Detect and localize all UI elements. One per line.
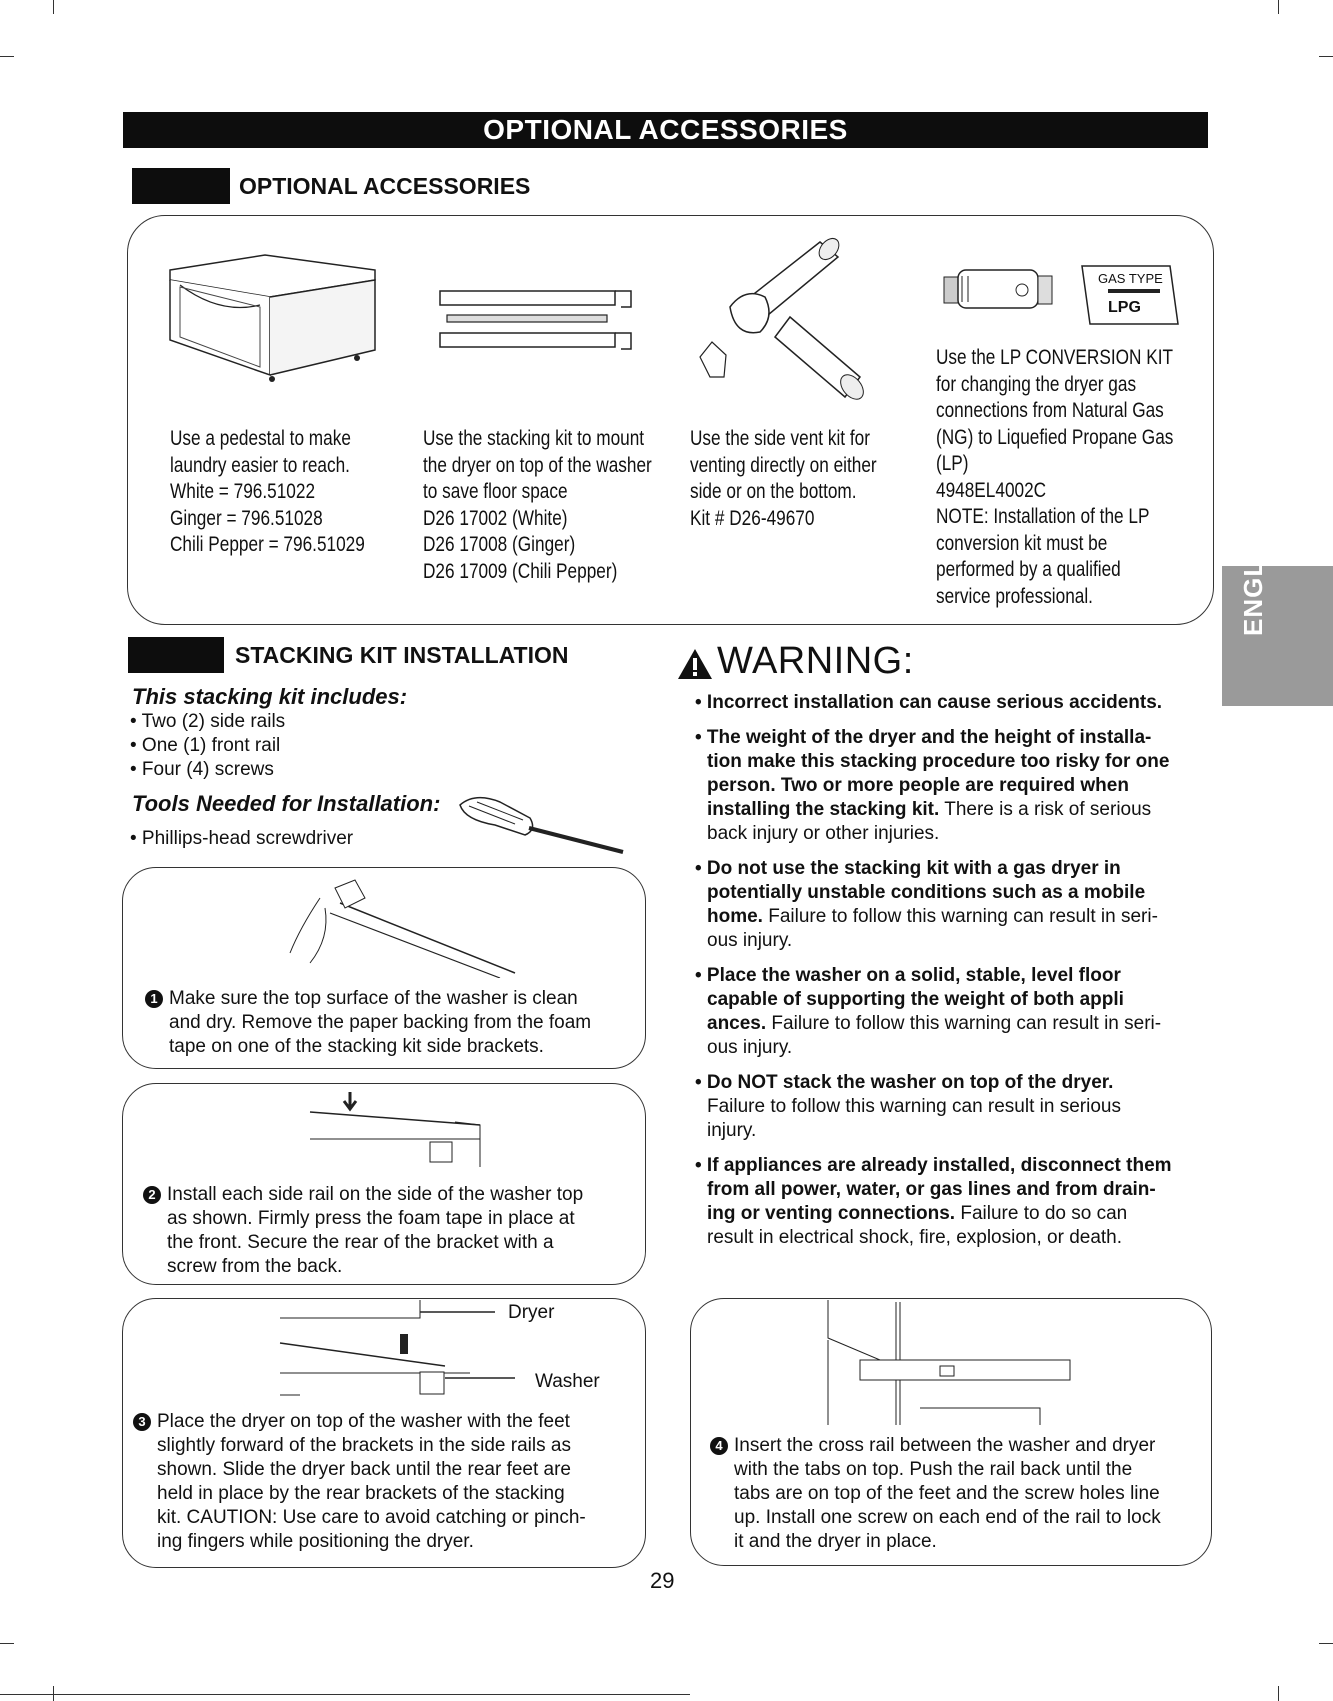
- kit-includes-heading: This stacking kit includes:: [132, 684, 408, 709]
- warning-bold-text: • Incorrect installation can cause serious accidents.: [695, 692, 1163, 713]
- warning-title: WARNING:: [717, 640, 914, 682]
- step-line: as shown. Firmly press the foam tape in place at: [167, 1208, 575, 1229]
- step-line: ing fingers while positioning the dryer.: [157, 1531, 474, 1552]
- step-4-illustration: [820, 1300, 1080, 1425]
- warning-bold-text: • Do NOT stack the washer on top of the dryer.: [695, 1072, 1114, 1093]
- warning-item: [695, 857, 1215, 953]
- warning-line: [695, 750, 1215, 774]
- warning-item: [695, 1071, 1215, 1143]
- warning-bold-text: from all power, water, or gas lines and from drain-: [707, 1179, 1156, 1200]
- step-line: up. Install one screw on each end of the rail to lock: [734, 1507, 1161, 1528]
- step-line-text: Make sure the top surface of the washer is clean: [169, 988, 578, 1009]
- accessory-line: NOTE: Installation of the LP: [936, 505, 1150, 528]
- step-line-text: Install each side rail on the side of the washer top: [167, 1184, 584, 1205]
- accessory-pedestal-text: [170, 426, 365, 559]
- step-1-text: [145, 987, 591, 1059]
- accessory-line: service professional.: [936, 584, 1093, 608]
- step-3-dryer-label: Dryer: [508, 1302, 555, 1323]
- accessory-line: Use the stacking kit to mount: [423, 427, 645, 450]
- warning-bold-text: ing or venting connections.: [707, 1203, 956, 1224]
- accessory-line: side or on the bottom.: [690, 480, 857, 503]
- step-line: shown. Slide the dryer back until the rear feet are: [157, 1459, 572, 1480]
- step-line: the front. Secure the rear of the bracket with a: [167, 1232, 554, 1253]
- accessory-lp-kit-text: [936, 345, 1173, 610]
- warning-bold-text: ances.: [707, 1013, 767, 1034]
- step-line: with the tabs on top. Push the rail back until the: [734, 1459, 1133, 1480]
- step-3-illustration: [270, 1298, 540, 1408]
- step-line: [710, 1434, 1161, 1458]
- warning-triangle-icon: [676, 647, 714, 681]
- crop-mark: [0, 56, 14, 57]
- section-heading-stacking: STACKING KIT INSTALLATION: [235, 642, 569, 668]
- accessory-line: 4948EL4002C: [936, 478, 1047, 502]
- step-4-text: [710, 1434, 1161, 1554]
- step-line: kit. CAUTION: Use care to avoid catching or pinch-: [157, 1507, 586, 1528]
- warning-line: [695, 1178, 1215, 1202]
- step-number: 2: [143, 1186, 161, 1204]
- crop-mark: [53, 0, 54, 14]
- warning-bold-text: • If appliances are already installed, disconnect them: [695, 1155, 1172, 1176]
- accessory-line: Use a pedestal to make: [170, 427, 351, 450]
- warning-item: [695, 726, 1215, 846]
- accessory-line: Use the side vent kit for: [690, 427, 870, 450]
- warning-normal-text: There is a risk of serious: [939, 799, 1152, 820]
- list-item: • One (1) front rail: [130, 735, 281, 756]
- step-1-illustration: [280, 868, 530, 978]
- warning-bold-text: • Do not use the stacking kit with a gas dryer in: [695, 858, 1121, 879]
- warning-normal-text: Failure to follow this warning can result in seri-: [766, 1013, 1162, 1034]
- warning-line: ous injury.: [707, 930, 793, 951]
- step-line-text: Insert the cross rail between the washer and dryer: [734, 1435, 1156, 1456]
- crop-mark: [1319, 56, 1333, 57]
- step-3-washer-label: Washer: [535, 1371, 600, 1392]
- warning-line: [695, 1202, 1215, 1226]
- warning-line: result in electrical shock, fire, explosion, or death.: [707, 1227, 1123, 1248]
- warning-line: [695, 988, 1215, 1012]
- step-line: tape on one of the stacking kit side brackets.: [169, 1036, 544, 1057]
- pedestal-illustration: [160, 245, 380, 395]
- accessory-line: Use the LP CONVERSION KIT: [936, 346, 1174, 369]
- crop-mark: [1278, 0, 1279, 14]
- crop-mark: [0, 1643, 14, 1644]
- warning-line: [695, 1154, 1215, 1178]
- warning-bold-text: tion make this stacking procedure too risky for one: [707, 751, 1170, 772]
- gas-type-label: GAS TYPE: [1098, 271, 1163, 286]
- accessory-line: White = 796.51022: [170, 480, 316, 503]
- crop-mark: [1319, 1643, 1333, 1644]
- step-line: slightly forward of the brackets in the side rails as: [157, 1435, 571, 1456]
- warning-bold-text: • The weight of the dryer and the height of installa-: [695, 727, 1152, 748]
- warning-bold-text: installing the stacking kit.: [707, 799, 940, 820]
- accessory-side-vent-text: [690, 426, 877, 532]
- warning-item: [695, 964, 1215, 1060]
- accessory-line: to save floor space: [423, 480, 568, 503]
- step-number: 4: [710, 1437, 728, 1455]
- accessory-line: D26 17008 (Ginger): [423, 533, 576, 556]
- warning-normal-text: Failure to do so can: [955, 1203, 1128, 1224]
- screwdriver-illustration: [455, 790, 630, 858]
- list-item: • Phillips-head screwdriver: [130, 828, 354, 849]
- warning-bold-text: capable of supporting the weight of both appli: [707, 989, 1124, 1010]
- accessory-line: D26 17002 (White): [423, 506, 568, 530]
- section-marker: [128, 637, 224, 673]
- section-heading-accessories: OPTIONAL ACCESSORIES: [239, 173, 531, 199]
- warning-line: [695, 905, 1215, 929]
- section-marker: [132, 168, 230, 204]
- lpg-label: LPG: [1108, 299, 1141, 316]
- kit-includes-list: [130, 710, 285, 782]
- accessory-line: performed by a qualified: [936, 558, 1121, 581]
- step-number: 1: [145, 990, 163, 1008]
- step-2-text: [143, 1183, 583, 1279]
- warning-line: [695, 798, 1215, 822]
- lp-conversion-kit-illustration: [942, 262, 1072, 317]
- crop-mark: [1278, 1686, 1279, 1701]
- accessory-line: connections from Natural Gas: [936, 399, 1164, 422]
- warning-line: ous injury.: [707, 1037, 793, 1058]
- step-line: [145, 987, 591, 1011]
- warning-line: [695, 1012, 1215, 1036]
- step-line: held in place by the rear brackets of the stacking: [157, 1483, 565, 1504]
- accessory-line: Ginger = 796.51028: [170, 506, 323, 530]
- stacking-kit-illustration: [435, 283, 640, 363]
- warning-line: [695, 857, 1215, 881]
- warning-line: [695, 1071, 1215, 1095]
- warning-bold-text: home.: [707, 906, 763, 927]
- page-title: OPTIONAL ACCESSORIES: [123, 112, 1208, 148]
- accessory-line: D26 17009 (Chili Pepper): [423, 559, 618, 583]
- accessory-line: (LP): [936, 452, 969, 475]
- accessory-line: Chili Pepper = 796.51029: [170, 533, 365, 556]
- warning-normal-text: Failure to follow this warning can result in seri-: [762, 906, 1158, 927]
- warning-line: [695, 774, 1215, 798]
- bottom-rule: [0, 1694, 690, 1695]
- warning-bold-text: • Place the washer on a solid, stable, level floor: [695, 965, 1121, 986]
- warning-bold-text: potentially unstable conditions such as a mobile: [707, 882, 1146, 903]
- page-number: 29: [650, 1568, 675, 1593]
- warning-line: back injury or other injuries.: [707, 823, 940, 844]
- warning-line: [695, 964, 1215, 988]
- step-line: and dry. Remove the paper backing from the foam: [169, 1012, 592, 1033]
- step-3-text: [133, 1410, 586, 1554]
- warning-line: [695, 691, 1215, 715]
- step-number: 3: [133, 1413, 151, 1431]
- step-line: screw from the back.: [167, 1256, 343, 1277]
- language-side-tab-label: ENGLISH: [1238, 513, 1268, 636]
- accessory-line: conversion kit must be: [936, 531, 1108, 555]
- warning-list: [695, 691, 1215, 1250]
- step-line: it and the dryer in place.: [734, 1531, 937, 1552]
- accessory-line: Kit # D26-49670: [690, 506, 815, 530]
- accessory-line: (NG) to Liquefied Propane Gas: [936, 425, 1174, 449]
- list-item: • Four (4) screws: [130, 759, 274, 780]
- accessory-line: for changing the dryer gas: [936, 372, 1137, 396]
- warning-line: injury.: [707, 1120, 757, 1141]
- tools-heading: Tools Needed for Installation:: [132, 791, 441, 816]
- accessory-line: venting directly on either: [690, 453, 877, 477]
- list-item: • Two (2) side rails: [130, 711, 286, 732]
- warning-item: [695, 1154, 1215, 1250]
- step-2-illustration: [300, 1087, 520, 1177]
- warning-line: Failure to follow this warning can result in serious: [707, 1096, 1121, 1117]
- warning-bold-text: person. Two or more people are required when: [707, 775, 1129, 796]
- accessory-line: laundry easier to reach.: [170, 453, 350, 477]
- side-vent-kit-illustration: [690, 237, 890, 407]
- accessory-stacking-kit-text: [423, 426, 652, 585]
- step-line: [133, 1410, 586, 1434]
- step-line: tabs are on top of the feet and the screw holes line: [734, 1483, 1160, 1504]
- step-line: [143, 1183, 583, 1207]
- warning-item: [695, 691, 1215, 715]
- warning-line: [695, 881, 1215, 905]
- tools-list: [130, 827, 353, 851]
- warning-line: [695, 726, 1215, 750]
- language-side-tab: [1222, 513, 1333, 706]
- accessory-line: the dryer on top of the washer: [423, 453, 652, 477]
- step-line-text: Place the dryer on top of the washer with the feet: [157, 1411, 570, 1432]
